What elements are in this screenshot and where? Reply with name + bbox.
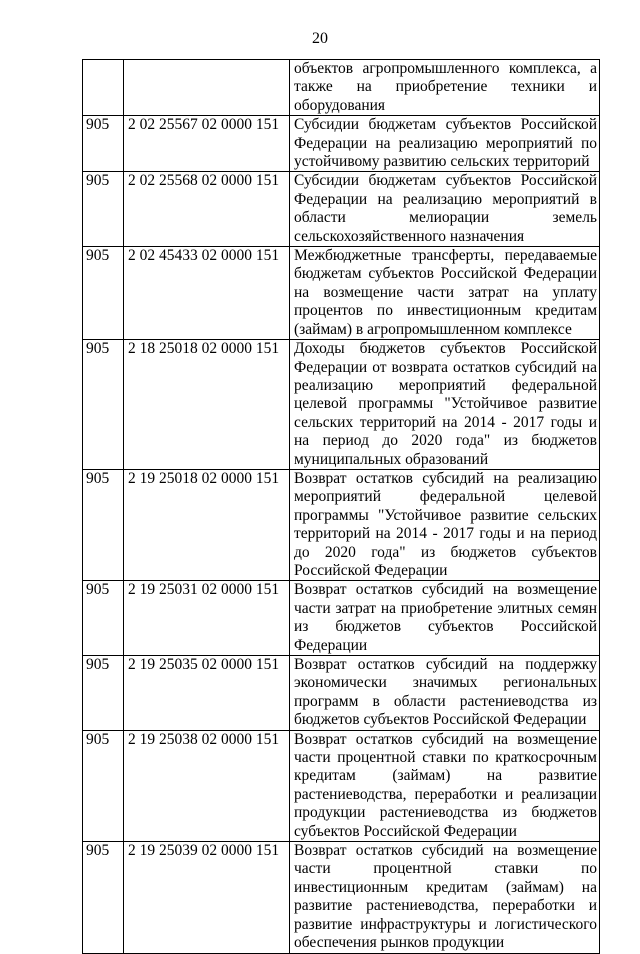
budget-code-cell: 2 02 25567 02 0000 151 — [124, 116, 290, 172]
budget-code-cell: 2 02 45433 02 0000 151 — [124, 247, 290, 340]
budget-code-cell: 2 19 25035 02 0000 151 — [124, 656, 290, 731]
budget-code-cell: 2 19 25018 02 0000 151 — [124, 469, 290, 580]
table-row — [83, 116, 600, 172]
budget-code-cell: 2 19 25039 02 0000 151 — [124, 842, 290, 953]
description-cell: объектов агропромышленного комплекса, а также на приобретение техники и оборудования — [290, 60, 600, 116]
description-cell: Субсидии бюджетам субъектов Российской Федерации на реализацию мероприятий по устойчивому развитию сельских территорий — [290, 116, 600, 172]
budget-code-cell: 2 18 25018 02 0000 151 — [124, 340, 290, 470]
budget-classification-table — [82, 59, 600, 954]
admin-code-cell: 905 — [83, 247, 124, 340]
table-row — [83, 730, 600, 841]
table-row — [83, 247, 600, 340]
description-cell: Субсидии бюджетам субъектов Российской Федерации на реализацию мероприятий в области мелиорации земель сельскохозяйственного назначения — [290, 172, 600, 247]
budget-code-cell: 2 19 25031 02 0000 151 — [124, 581, 290, 656]
admin-code-cell: 905 — [83, 172, 124, 247]
table-row — [83, 842, 600, 953]
admin-code-cell — [83, 60, 124, 116]
admin-code-cell: 905 — [83, 340, 124, 470]
description-cell: Возврат остатков субсидий на реализацию мероприятий федеральной целевой программы "Устойчивое развитие сельских территорий на 2014 - 2017 годы и на период до 2020 года" из бюджетов субъектов Российской Федерации — [290, 469, 600, 580]
budget-code-cell: 2 02 25568 02 0000 151 — [124, 172, 290, 247]
description-cell: Доходы бюджетов субъектов Российской Федерации от возврата остатков субсидий на реализацию мероприятий федеральной целевой программы "Устойчивое развитие сельских территорий на 2014 - 2017 годы и на период до 2020 года" из бюджетов муниципальных образований — [290, 340, 600, 470]
table-row — [83, 469, 600, 580]
budget-code-cell — [124, 60, 290, 116]
description-cell: Возврат остатков субсидий на поддержку экономически значимых региональных программ в области растениеводства из бюджетов субъектов Российской Федерации — [290, 656, 600, 731]
admin-code-cell: 905 — [83, 469, 124, 580]
budget-code-cell: 2 19 25038 02 0000 151 — [124, 730, 290, 841]
description-cell: Возврат остатков субсидий на возмещение части процентной ставки по инвестиционным кредитам (займам) на развитие растениеводства, переработки и развитие инфраструктуры и логистического обеспечения рынков продукции — [290, 842, 600, 953]
table-row — [83, 581, 600, 656]
description-cell: Возврат остатков субсидий на возмещение части затрат на приобретение элитных семян из бюджетов субъектов Российской Федерации — [290, 581, 600, 656]
admin-code-cell: 905 — [83, 116, 124, 172]
admin-code-cell: 905 — [83, 842, 124, 953]
table-row — [83, 60, 600, 116]
page-number: 20 — [312, 30, 328, 47]
admin-code-cell: 905 — [83, 656, 124, 731]
admin-code-cell: 905 — [83, 730, 124, 841]
table-row — [83, 172, 600, 247]
description-cell: Возврат остатков субсидий на возмещение части процентной ставки по краткосрочным кредитам (займам) на развитие растениеводства, переработки и реализации продукции растениеводства из бюджетов субъектов Российской Федерации — [290, 730, 600, 841]
table-row — [83, 340, 600, 470]
table-row — [83, 656, 600, 731]
description-cell: Межбюджетные трансферты, передаваемые бюджетам субъектов Российской Федерации на возмещение части затрат на уплату процентов по инвестиционным кредитам (займам) в агропромышленном комплексе — [290, 247, 600, 340]
admin-code-cell: 905 — [83, 581, 124, 656]
